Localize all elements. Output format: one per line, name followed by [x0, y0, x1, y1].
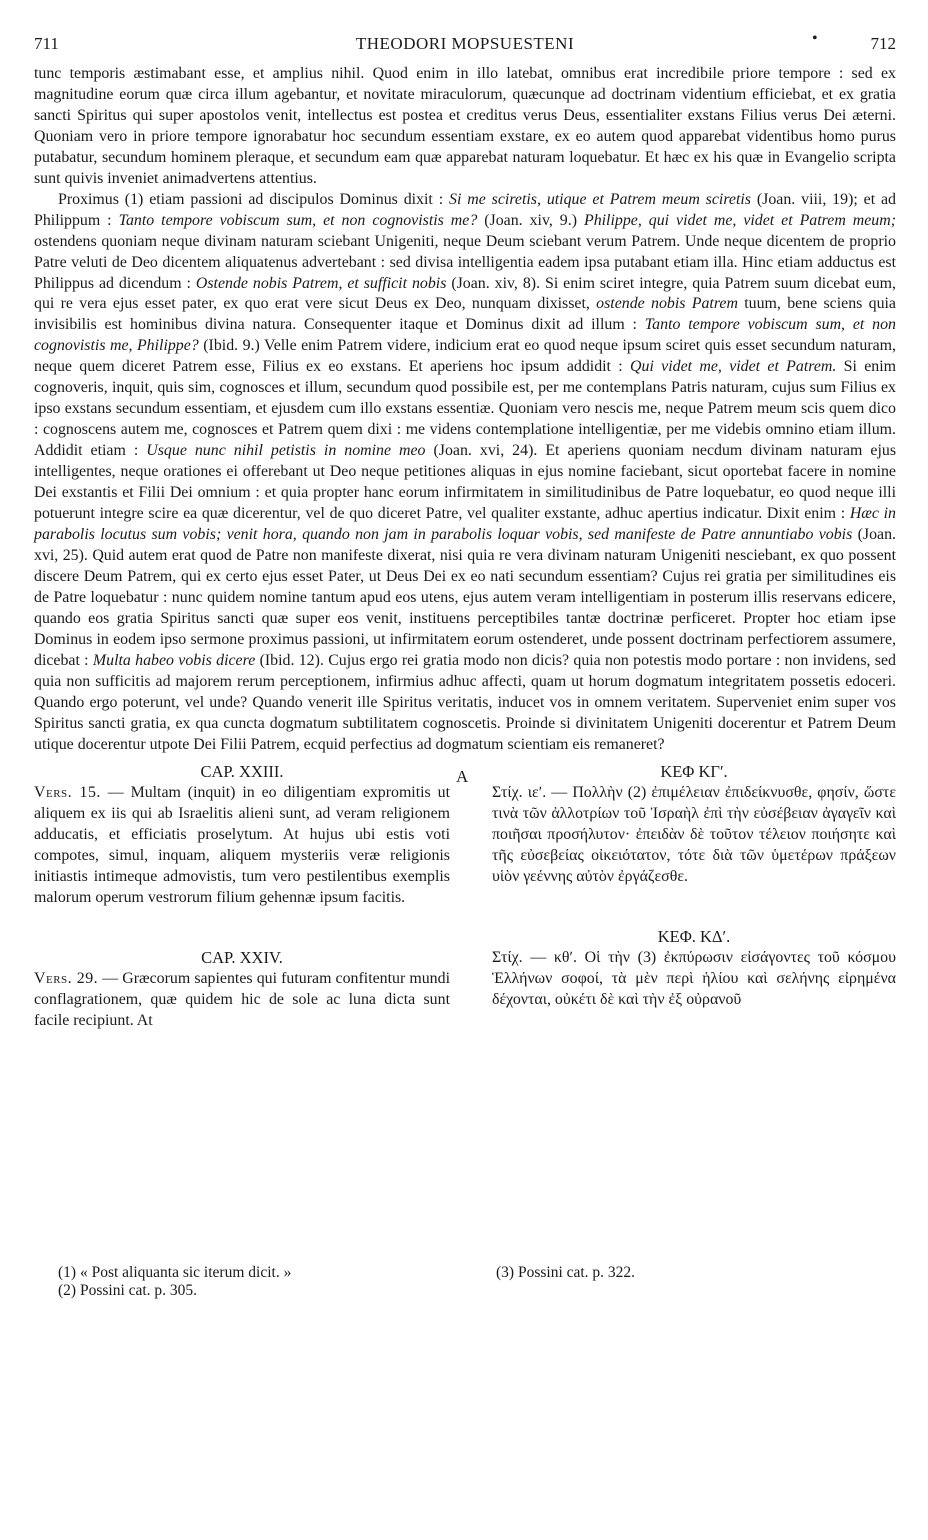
- scripture-quote: Ostende nobis Patrem, et sufficit nobis: [195, 274, 447, 292]
- verse-label: Vers. 15.: [34, 784, 101, 802]
- text-run: (Joan. viii, 19); et ad Philippum :: [34, 190, 896, 229]
- scripture-quote: ostende nobis Patrem: [596, 295, 738, 313]
- scripture-quote: Hæc in parabolis locutus sum vobis; venit hora, quando non jam in parabolis loquar vobis, sed manifeste de Patre annuntiabo vobis: [34, 505, 897, 543]
- scripture-quote: Philippe, qui videt me, videt et Patrem meum;: [583, 211, 896, 229]
- scripture-quote: Qui videt me, videt et Patrem.: [630, 358, 837, 376]
- header-mark: •: [812, 30, 818, 47]
- text-run: (Joan. xiv, 8). Si enim sciret integre, quia Patrem suum dicebat eum, qui re vera ejus esset pater, ex quo erat vere sicut Deus ex Deo, nunquam dixisset,: [34, 274, 896, 313]
- scripture-quote: Tanto tempore vobiscum sum, et non cognovistis me, Philippe?: [34, 316, 897, 355]
- running-title: THEODORI MOPSUESTENI: [355, 34, 575, 53]
- running-header: [34, 30, 896, 56]
- greek-column: [492, 761, 896, 1011]
- scripture-quote: Usque nunc nihil petistis in nomine meo: [146, 442, 426, 460]
- footnotes-left: [58, 1264, 291, 1300]
- footnote-3: (3) Possini cat. p. 322.: [496, 1264, 636, 1281]
- text-run: ostendens quoniam neque divinam naturam sciebant Unigeniti, neque Deum sciebant verum Patrem. Unde neque dicentem de proprio Patre veluti de Deo dicentem aliquatenus advertebant : sed divisa intelligentia eadem ipsa putabant etiam illa. Hinc etiam adductus est Philippus ad dicendum :: [34, 232, 896, 292]
- section-gap: [34, 909, 450, 947]
- right-page-number: 712: [870, 34, 896, 53]
- chapter-heading-24: CAP. XXIV.: [201, 948, 283, 968]
- verse-15-paragraph: [34, 783, 450, 909]
- text-run: (Joan. xvi, 25). Quid autem erat quod de Patre non manifeste dixerat, nisi quia re vera divinam naturam Unigeniti nesciebant, ex quo possent discere Deum Patrem, qui ex certo ejus esset Pater, ut Deus Dei ex eo nati secundum essentiam? Cujus rei gratia per similitudines eis de Patre loquebatur : nunc quidem nomine tantum apud eos utens, ejus autem veram intelligentiam in posterum illis reservans edicere, quando eos gratia Spiritus sancti quæ super eos venit, instituens perceptibiles tantæ doctrinæ perficeret. Propter hoc etiam ipse Dominus in eodem ipso sermone proximus passioni, ut infirmitatem eorum ostenderet, unde possent doctrinam perfectiorem assumere, dicebat :: [34, 525, 896, 669]
- chapter-heading-23: CAP. XXIII.: [200, 762, 284, 782]
- column-marker: A: [456, 767, 469, 787]
- two-column-section: [34, 761, 896, 1091]
- greek-verse-15: Στίχ. ιεʹ. — Πολλὴν (2) ἐπιμέλειαν ἐπιδείκνυσθε, φησίν, ὥστε τινὰ τῶν ἀλλοτρίων τοῦ Ἰσραὴλ ἐπὶ τὴν εὐσέβειαν ἀγαγεῖν καὶ ποιῆσαι προσήλυτον· ἐπειδὰν δὲ τοῦτον τέλειον ποιήσητε καὶ τῆς εὐσεβείας οἰκειότατον, τότε διὰ τῶν ὑμετέρων πράξεων υἱὸν γεέννης αὐτὸν ἐργάζεσθε.: [492, 784, 896, 886]
- section-gap: [492, 888, 896, 926]
- greek-verse-29: Στίχ. — κθʹ. Οἱ τὴν (3) ἐκπύρωσιν εἰσάγοντες τοῦ κόσμου Ἑλλήνων σοφοί, τὰ μὲν περὶ ἡλίου καὶ σελήνης εἰρημένα δέχονται, οὐκέτι δὲ καὶ τὴν ἐξ οὐρανοῦ: [492, 949, 896, 1009]
- footnotes-right: [496, 1264, 635, 1282]
- verse-text: — Multam (inquit) in eo diligentiam expromitis ut aliquem ex iis qui ab Israelitis alieni sunt, ad veram religionem adducatis, et efficiatis proselytum. At hujus ubi estis voti compotes, simul, inquam, aliquem mysteriis veræ religionis initiastis intimeque admovistis, tum vero pestilentibus exemplis malorum operum vestrorum filium gehennæ ipsum facitis.: [34, 784, 450, 907]
- text-run: Si enim cognoveris, inquit, quis sim, cognosces et illum, secundum quod possibile est, per me contemplans Patris naturam, cujus sum Filius ex ipso exstans secundum essentiam, et ejusdem cum illo exstans essentiæ. Quoniam vero nescis me, neque Patrem meum scis quem dico : cognoscens autem me, cognosces et Patrem quem dixi : me videns contemplatione intelligentiæ, per me videbis omnino etiam illum. Addidit etiam :: [34, 358, 897, 460]
- verse-text: — Græcorum sapientes qui futuram confitentur mundi conflagrationem, quæ quidem hic de sole ac luna dicta sunt facile recipiunt. At: [34, 970, 450, 1030]
- greek-chapter-heading-23: ΚΕΦ ΚΓʹ.: [660, 762, 728, 782]
- footnote-2: (2) Possini cat. p. 305.: [58, 1282, 198, 1299]
- paragraph-1: tunc temporis æstimabant esse, et amplius nihil. Quod enim in illo latebat, omnibus erat incredibile priore tempore : sed ex magnitudine eorum quæ circa illum agebantur, et novitate miraculorum, quæcunque ad doctrinam videntium efficiebat, et ex gratia sancti Spiritus qui super apostolos venit, intellectus est postea et creditus verus Deus, essentialiter exstans Filius verus Dei æterni. Quoniam vero in priore tempore ignorabatur hoc secundum essentiam exstare, ex eo autem quod apparebat videntibus homo purus putabatur, secundum hominem pleraque, et secundum eam quæ apparebat naturam loquebatur. Et hæc ex his quæ in Evangelio scripta sunt quivis inveniet animadvertens attentius.: [34, 65, 896, 187]
- text-run: (Ibid. 9.) Velle enim Patrem videre, indicium erat eo quod neque ipsum sciret quis esset secundum naturam, neque quem diceret Patrem esse, Filius ex eo exstans. Et aperiens hoc ipsum addidit :: [34, 337, 896, 376]
- latin-column: [34, 761, 450, 1032]
- text-run: Proximus (1) etiam passioni ad discipulos Dominus dixit :: [58, 190, 450, 208]
- book-page: [34, 30, 897, 1299]
- greek-chapter-heading-24: ΚΕΦ. ΚΔʹ.: [657, 927, 731, 947]
- footnote-1: (1) « Post aliquanta sic iterum dicit. »: [58, 1264, 292, 1281]
- paragraph-2: [34, 190, 896, 756]
- scripture-quote: Si me sciretis, utique et Patrem meum sciretis: [449, 190, 751, 208]
- left-page-number: 711: [34, 34, 59, 53]
- text-run: (Joan. xiv, 9.): [477, 211, 584, 229]
- scripture-quote: Multa habeo vobis dicere: [92, 651, 256, 669]
- text-run: (Joan. xvi, 24). Et aperiens quoniam necdum divinam naturam ejus intelligentes, neque orationes ei offerebant ut Deo neque petitiones aliquas in ejus nomine faciebant, sicut oportebat facere in nomine Dei exstantis et Filii Dei omnium : et quia propter hanc eorum infirmitatem in similitudinibus de Patre loquebatur, eo quod neque illi potuerunt integre scire ea quæ dicerentur, vel de quo diceret Patre, vel qualiter exstante, adhuc apertius indicatur. Dixit enim :: [34, 442, 897, 523]
- verse-29-paragraph: [34, 969, 450, 1032]
- text-run: (Ibid. 12). Cujus ergo rei gratia modo non dicis? quia non potestis modo portare : non invidens, sed quia non sufficitis ad majorem rerum perceptionem, infirmius adhuc affecti, quam ut horum dogmatum integritatem possetis edoceri. Quando ergo poterunt, vel unde? Quando venerit ille Spiritus veritatis, inducet vos in omnem veritatem. Superveniet enim super vos Spiritus sancti gratia, ex qua cuncta dogmatum subtilitatem cognoscetis. Proinde si divinitatem Unigeniti docerentur et Patrem Deum utique docerentur utpote Dei Filii Patrem, ecquid perfectius ad dogmatum scientiam eis remaneret?: [34, 651, 896, 753]
- main-text-block: [34, 64, 896, 755]
- scripture-quote: Tanto tempore vobiscum sum, et non cognovistis me?: [118, 211, 478, 229]
- verse-label: Vers. 29.: [34, 970, 99, 988]
- text-run: tuum, bene sciens quia invisibilis est hominibus divina natura. Consequenter itaque et Dominus dixit ad illum :: [34, 295, 896, 334]
